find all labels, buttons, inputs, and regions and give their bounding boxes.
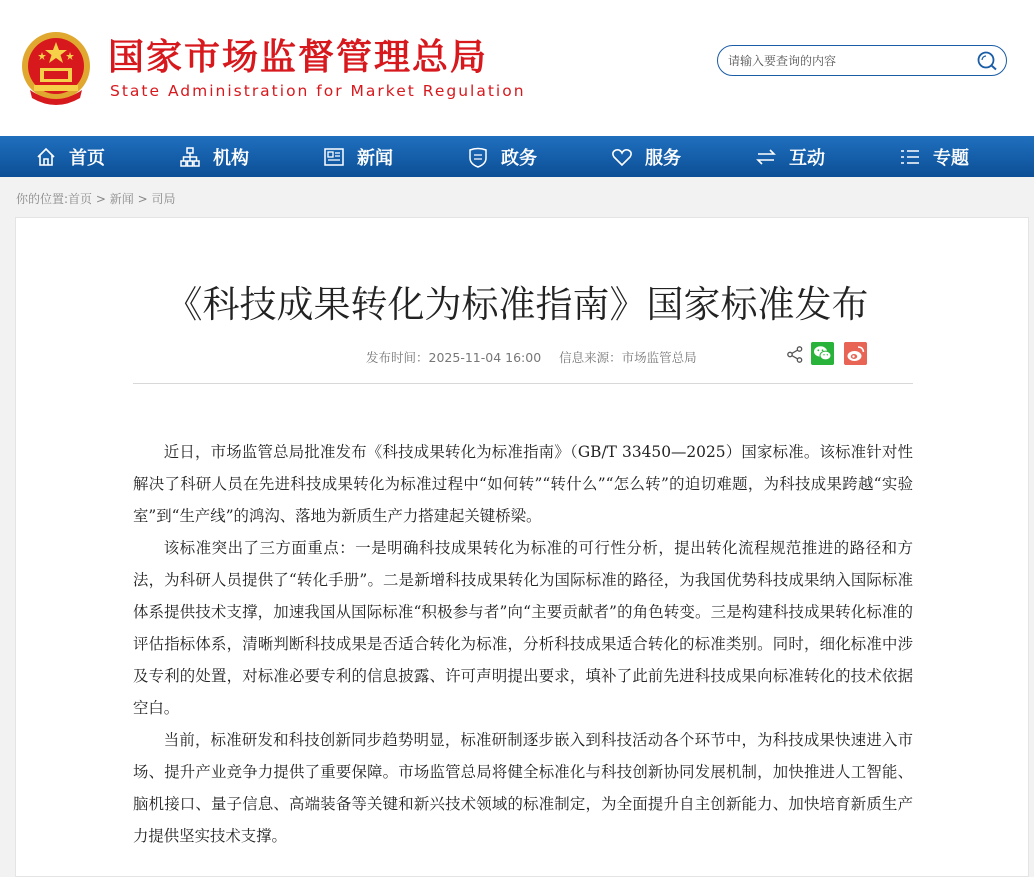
source-value: 市场监管总局 bbox=[621, 350, 697, 365]
search-input[interactable] bbox=[728, 49, 968, 72]
share-icon[interactable] bbox=[787, 346, 803, 363]
article-meta bbox=[366, 348, 711, 366]
article-body bbox=[133, 436, 913, 852]
site-title-cn[interactable]: 国家市场监督管理总局 bbox=[108, 37, 489, 78]
search-box bbox=[717, 45, 1007, 76]
title-divider bbox=[133, 383, 913, 384]
nav-label: 政务 bbox=[501, 147, 537, 169]
breadcrumb-separator: > bbox=[95, 192, 106, 206]
org-chart-icon bbox=[179, 146, 201, 168]
breadcrumb-separator: > bbox=[137, 192, 148, 206]
nav-item-topics[interactable] bbox=[899, 136, 969, 177]
breadcrumb-dept[interactable]: 司局 bbox=[151, 192, 176, 206]
publish-value: 2025-11-04 16:00 bbox=[428, 350, 542, 365]
newspaper-icon bbox=[323, 146, 345, 168]
shield-icon bbox=[467, 146, 489, 168]
search-icon[interactable] bbox=[976, 51, 998, 71]
breadcrumb bbox=[16, 190, 176, 207]
national-emblem-icon[interactable] bbox=[20, 30, 92, 106]
nav-item-org[interactable] bbox=[179, 136, 249, 177]
list-icon bbox=[899, 146, 921, 168]
nav-item-home[interactable] bbox=[35, 136, 105, 177]
breadcrumb-news[interactable]: 新闻 bbox=[109, 192, 134, 206]
exchange-arrows-icon bbox=[755, 146, 777, 168]
nav-label: 机构 bbox=[213, 147, 249, 169]
nav-label: 专题 bbox=[933, 147, 969, 169]
heart-icon bbox=[611, 146, 633, 168]
nav-item-interact[interactable] bbox=[755, 136, 825, 177]
breadcrumb-home[interactable]: 首页 bbox=[68, 192, 93, 206]
breadcrumb-prefix: 你的位置: bbox=[16, 192, 69, 206]
nav-item-affairs[interactable] bbox=[467, 136, 537, 177]
nav-item-service[interactable] bbox=[611, 136, 681, 177]
source-label: 信息来源： bbox=[559, 350, 622, 365]
nav-item-news[interactable] bbox=[323, 136, 393, 177]
article-paragraph: 近日，市场监管总局批准发布《科技成果转化为标准指南》（GB/T 33450—2025）国家标准。该标准针对性解决了科研人员在先进科技成果转化为标准过程中“如何转”“转什么”“怎么转”的迫切难题，为科技成果跨越“实验室”到“生产线”的鸿沟、落地为新质生产力搭建起关键桥梁。 bbox=[133, 443, 913, 525]
nav-label: 服务 bbox=[645, 147, 681, 169]
article-title: 《科技成果转化为标准指南》国家标准发布 bbox=[165, 283, 869, 326]
source bbox=[559, 350, 697, 365]
home-icon bbox=[35, 146, 57, 168]
nav-label: 互动 bbox=[789, 147, 825, 169]
article-paragraph: 该标准突出了三方面重点：一是明确科技成果转化为标准的可行性分析，提出转化流程规范推进的路径和方法，为科研人员提供了“转化手册”。二是新增科技成果转化为国际标准的路径，为我国优势科技成果纳入国际标准体系提供技术支撑，加速我国从国际标准“积极参与者”向“主要贡献者”的角色转变。三是构建科技成果转化标准的评估指标体系，清晰判断科技成果是否适合转化为标准，分析科技成果适合转化的标准类别。同时，细化标准中涉及专利的处置，对标准必要专利的信息披露、许可声明提出要求，填补了此前先进科技成果向标准转化的技术依据空白。 bbox=[133, 539, 913, 717]
wechat-icon[interactable] bbox=[811, 342, 834, 365]
main-nav bbox=[0, 136, 1034, 177]
site-header bbox=[0, 0, 1034, 136]
publish-time bbox=[366, 350, 541, 365]
publish-label: 发布时间： bbox=[366, 350, 429, 365]
article-paragraph: 当前，标准研发和科技创新同步趋势明显，标准研制逐步嵌入到科技活动各个环节中，为科技成果快速进入市场、提升产业竞争力提供了重要保障。市场监管总局将健全标准化与科技创新协同发展机制，加快推进人工智能、脑机接口、量子信息、高端装备等关键和新兴技术领域的标准制定，为全面提升自主创新能力、加快培育新质生产力提供坚实技术支撑。 bbox=[133, 731, 913, 845]
weibo-icon[interactable] bbox=[844, 342, 867, 365]
nav-label: 新闻 bbox=[357, 147, 393, 169]
site-title-en: State Administration for Market Regulation bbox=[110, 82, 526, 100]
nav-label: 首页 bbox=[69, 147, 105, 169]
